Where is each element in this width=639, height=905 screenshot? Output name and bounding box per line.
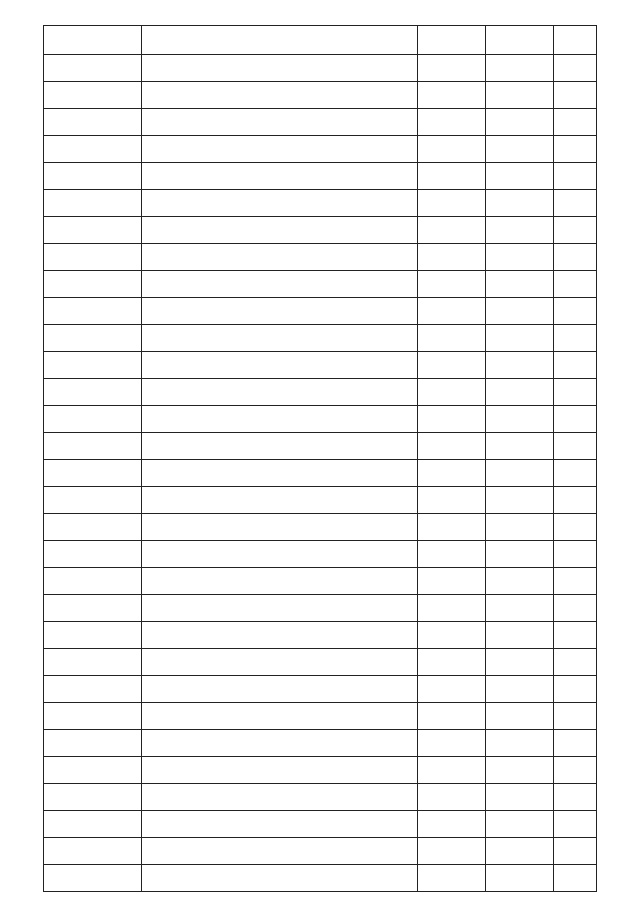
table-cell-name (142, 595, 418, 622)
table-cell-code (44, 541, 142, 568)
table-cell-plan (418, 676, 486, 703)
table-cell-exec (486, 784, 554, 811)
table-cell-plan (418, 730, 486, 757)
table-cell-plan (418, 244, 486, 271)
table-cell-plan (418, 163, 486, 190)
table-cell-code (44, 406, 142, 433)
table-cell-plan (418, 433, 486, 460)
table-cell-pct (554, 433, 597, 460)
column-header-code (44, 26, 142, 55)
table-cell-name (142, 568, 418, 595)
table-row (44, 82, 597, 109)
table-cell-pct (554, 217, 597, 244)
table-cell-code (44, 838, 142, 865)
table-row (44, 649, 597, 676)
table-row (44, 136, 597, 163)
table-cell-exec (486, 406, 554, 433)
column-header-percent (554, 26, 597, 55)
table-cell-pct (554, 487, 597, 514)
budget-execution-table (43, 25, 597, 892)
table-row (44, 811, 597, 838)
table-cell-code (44, 352, 142, 379)
table-header-row (44, 26, 597, 55)
table-row (44, 217, 597, 244)
table-row (44, 838, 597, 865)
table-cell-plan (418, 460, 486, 487)
table-cell-pct (554, 541, 597, 568)
table-row (44, 298, 597, 325)
table-cell-plan (418, 136, 486, 163)
table-cell-name (142, 109, 418, 136)
table-row (44, 676, 597, 703)
table-cell-plan (418, 865, 486, 892)
table-cell-exec (486, 136, 554, 163)
table-cell-name (142, 757, 418, 784)
table-cell-name (142, 541, 418, 568)
table-row (44, 271, 597, 298)
table-cell-pct (554, 190, 597, 217)
table-cell-pct (554, 595, 597, 622)
table-cell-exec (486, 460, 554, 487)
table-cell-name (142, 460, 418, 487)
table-cell-code (44, 271, 142, 298)
table-cell-code (44, 217, 142, 244)
table-row (44, 109, 597, 136)
table-cell-plan (418, 784, 486, 811)
table-row (44, 784, 597, 811)
table-cell-exec (486, 649, 554, 676)
table-cell-plan (418, 325, 486, 352)
table-cell-exec (486, 217, 554, 244)
table-cell-pct (554, 568, 597, 595)
table-cell-exec (486, 325, 554, 352)
table-cell-name (142, 163, 418, 190)
table-cell-exec (486, 352, 554, 379)
table-cell-code (44, 568, 142, 595)
table-cell-code (44, 298, 142, 325)
table-cell-pct (554, 757, 597, 784)
table-cell-exec (486, 811, 554, 838)
table-cell-plan (418, 487, 486, 514)
table-cell-pct (554, 379, 597, 406)
table-cell-name (142, 730, 418, 757)
table-cell-pct (554, 811, 597, 838)
table-cell-exec (486, 244, 554, 271)
table-cell-pct (554, 460, 597, 487)
table-cell-exec (486, 514, 554, 541)
table-cell-code (44, 433, 142, 460)
table-row (44, 406, 597, 433)
table-cell-exec (486, 55, 554, 82)
table-cell-code (44, 379, 142, 406)
table-cell-code (44, 55, 142, 82)
table-row (44, 757, 597, 784)
table-cell-pct (554, 622, 597, 649)
table-cell-pct (554, 406, 597, 433)
table-cell-name (142, 82, 418, 109)
table-cell-pct (554, 865, 597, 892)
table-cell-plan (418, 82, 486, 109)
table-cell-exec (486, 190, 554, 217)
table-cell-code (44, 595, 142, 622)
table-cell-exec (486, 730, 554, 757)
table-cell-pct (554, 82, 597, 109)
table-cell-exec (486, 298, 554, 325)
table-row (44, 622, 597, 649)
table-cell-name (142, 487, 418, 514)
table-cell-pct (554, 676, 597, 703)
table-cell-name (142, 217, 418, 244)
table-cell-pct (554, 163, 597, 190)
table-cell-code (44, 757, 142, 784)
table-cell-exec (486, 379, 554, 406)
table-cell-name (142, 865, 418, 892)
table-row (44, 541, 597, 568)
column-header-execution (486, 26, 554, 55)
table-cell-exec (486, 676, 554, 703)
table-cell-pct (554, 730, 597, 757)
table-row (44, 568, 597, 595)
table-cell-name (142, 136, 418, 163)
table-cell-pct (554, 109, 597, 136)
table-cell-plan (418, 55, 486, 82)
table-cell-name (142, 352, 418, 379)
table-cell-name (142, 811, 418, 838)
table-row (44, 352, 597, 379)
table-cell-code (44, 730, 142, 757)
table-cell-exec (486, 271, 554, 298)
table-cell-name (142, 703, 418, 730)
table-cell-name (142, 325, 418, 352)
table-cell-name (142, 622, 418, 649)
table-cell-code (44, 244, 142, 271)
table-row (44, 190, 597, 217)
table-cell-name (142, 838, 418, 865)
table-cell-name (142, 379, 418, 406)
table-cell-name (142, 676, 418, 703)
column-header-plan (418, 26, 486, 55)
table-cell-exec (486, 109, 554, 136)
table-cell-pct (554, 55, 597, 82)
table-cell-plan (418, 649, 486, 676)
table-cell-name (142, 55, 418, 82)
table-cell-name (142, 190, 418, 217)
table-cell-code (44, 325, 142, 352)
table-cell-code (44, 190, 142, 217)
table-cell-pct (554, 514, 597, 541)
table-cell-plan (418, 352, 486, 379)
table-cell-plan (418, 838, 486, 865)
table-row (44, 55, 597, 82)
table-cell-code (44, 487, 142, 514)
table-row (44, 460, 597, 487)
table-cell-pct (554, 352, 597, 379)
table-cell-plan (418, 109, 486, 136)
table-cell-code (44, 82, 142, 109)
table-cell-code (44, 136, 142, 163)
table-row (44, 487, 597, 514)
table-cell-pct (554, 136, 597, 163)
table-cell-exec (486, 541, 554, 568)
table-cell-exec (486, 757, 554, 784)
table-cell-name (142, 649, 418, 676)
table-row (44, 703, 597, 730)
table-cell-plan (418, 217, 486, 244)
table-cell-code (44, 163, 142, 190)
table-cell-code (44, 703, 142, 730)
table-cell-name (142, 406, 418, 433)
table-cell-exec (486, 622, 554, 649)
table-cell-plan (418, 298, 486, 325)
table-cell-exec (486, 838, 554, 865)
table-cell-name (142, 244, 418, 271)
table-row (44, 865, 597, 892)
table-cell-code (44, 109, 142, 136)
table-cell-name (142, 514, 418, 541)
table-cell-code (44, 622, 142, 649)
table-cell-plan (418, 190, 486, 217)
table-cell-plan (418, 757, 486, 784)
table-cell-plan (418, 595, 486, 622)
table-cell-pct (554, 244, 597, 271)
table-row (44, 595, 597, 622)
table-cell-plan (418, 541, 486, 568)
table-cell-code (44, 865, 142, 892)
table-cell-name (142, 433, 418, 460)
table-cell-name (142, 298, 418, 325)
table-cell-plan (418, 811, 486, 838)
table-cell-exec (486, 865, 554, 892)
table-cell-pct (554, 703, 597, 730)
table-cell-code (44, 649, 142, 676)
column-header-name (142, 26, 418, 55)
table-cell-name (142, 784, 418, 811)
table-cell-exec (486, 82, 554, 109)
table-cell-code (44, 811, 142, 838)
table-cell-exec (486, 163, 554, 190)
table-cell-plan (418, 568, 486, 595)
table-row (44, 325, 597, 352)
table-cell-exec (486, 433, 554, 460)
table-cell-pct (554, 784, 597, 811)
table-row (44, 379, 597, 406)
table-cell-plan (418, 406, 486, 433)
table-cell-pct (554, 649, 597, 676)
table-cell-exec (486, 487, 554, 514)
table-cell-code (44, 784, 142, 811)
table-cell-plan (418, 703, 486, 730)
table-row (44, 244, 597, 271)
table-cell-code (44, 676, 142, 703)
table-cell-pct (554, 271, 597, 298)
table-cell-exec (486, 703, 554, 730)
table-cell-pct (554, 325, 597, 352)
table-cell-plan (418, 379, 486, 406)
table-cell-code (44, 514, 142, 541)
table-cell-exec (486, 595, 554, 622)
table-cell-pct (554, 838, 597, 865)
table-row (44, 730, 597, 757)
table-cell-plan (418, 514, 486, 541)
table-row (44, 163, 597, 190)
table-cell-exec (486, 568, 554, 595)
table-row (44, 514, 597, 541)
table-cell-code (44, 460, 142, 487)
table-cell-name (142, 271, 418, 298)
table-body (44, 55, 597, 892)
table-row (44, 433, 597, 460)
table-cell-pct (554, 298, 597, 325)
table-cell-plan (418, 622, 486, 649)
table-cell-plan (418, 271, 486, 298)
